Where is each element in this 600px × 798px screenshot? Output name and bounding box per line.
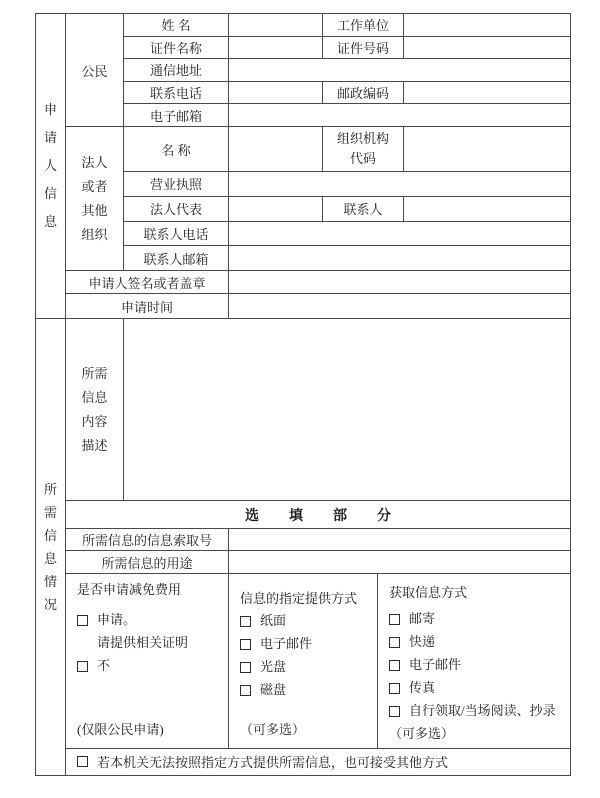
option-mail [389, 611, 435, 627]
choices-section [66, 574, 570, 749]
signature-label: 申请人签名或者盖章 [66, 271, 229, 294]
purpose-input[interactable] [229, 551, 570, 574]
index-number-row [66, 529, 570, 551]
delivery-method-title: 信息的指定提供方式 [240, 591, 358, 606]
organization-group-label: 法人或者其他组织 [81, 154, 108, 242]
option-paper [240, 613, 286, 629]
id-number-input[interactable] [404, 37, 570, 60]
citizen-section [66, 14, 570, 127]
applicant-info-side-cell [36, 14, 66, 319]
option-fax [389, 680, 435, 696]
option-cd [240, 659, 286, 675]
citizen-group-label: 公民 [81, 63, 108, 79]
postcode-label: 邮政编码 [323, 82, 404, 105]
apply-time-label: 申请时间 [66, 294, 229, 319]
contact-phone-label: 联系人电话 [124, 222, 229, 247]
contact-input[interactable] [404, 197, 570, 222]
org-code-label-cell [323, 127, 404, 172]
obtain-method-title: 获取信息方式 [389, 585, 468, 600]
table-row [124, 82, 570, 105]
option-label: 纸面 [260, 613, 287, 628]
citizen-name-input[interactable] [229, 14, 323, 37]
option-label: 不 [97, 658, 111, 673]
fee-waiver-column [66, 574, 229, 749]
table-row [124, 104, 570, 127]
description-section [66, 319, 570, 501]
optional-section-title: 选 填 部 分 [66, 501, 570, 529]
checkbox-icon[interactable] [389, 614, 400, 625]
option-label: 光盘 [260, 659, 287, 674]
applicant-info-side-label: 申请人信息 [43, 102, 57, 229]
delivery-method-column [229, 574, 378, 749]
option-express [389, 634, 435, 650]
address-input[interactable] [229, 59, 570, 82]
contact-email-label: 联系人邮箱 [124, 246, 229, 271]
apply-time-row [66, 294, 570, 319]
postcode-input[interactable] [404, 82, 570, 105]
option-disk [240, 682, 286, 698]
phone-input[interactable] [229, 82, 323, 105]
description-label: 所需信息内容描述 [81, 365, 108, 453]
obtain-method-column [378, 574, 570, 749]
index-number-label: 所需信息的信息索取号 [66, 529, 229, 551]
name-label: 姓 名 [124, 14, 229, 37]
contact-label: 联系人 [323, 197, 404, 222]
description-input[interactable] [124, 319, 570, 501]
checkbox-icon[interactable] [389, 660, 400, 671]
option-label: 电子邮件 [260, 636, 313, 651]
fallback-row-section [66, 749, 570, 774]
fee-apply-note [77, 635, 188, 651]
checkbox-icon[interactable] [389, 706, 400, 717]
contact-phone-input[interactable] [229, 222, 570, 247]
id-number-label: 证件号码 [323, 37, 404, 60]
table-row [124, 37, 570, 60]
organization-section [66, 127, 570, 271]
legal-rep-label: 法人代表 [124, 197, 229, 222]
required-info-side-cell [36, 319, 66, 775]
option-fee-apply [77, 612, 136, 628]
license-label: 营业执照 [124, 172, 229, 197]
table-row [124, 222, 570, 247]
application-form-table [35, 13, 571, 776]
purpose-label: 所需信息的用途 [66, 551, 229, 574]
option-email-delivery [240, 636, 312, 652]
checkbox-icon[interactable] [77, 661, 88, 672]
org-code-label: 组织机构代码 [336, 131, 389, 166]
table-row [124, 59, 570, 82]
contact-email-input[interactable] [229, 246, 570, 271]
fee-waiver-note: (仅限公民申请) [77, 722, 164, 737]
work-unit-input[interactable] [404, 14, 570, 37]
phone-label: 联系电话 [124, 82, 229, 105]
table-row [124, 127, 570, 172]
fallback-label: 若本机关无法按照指定方式提供所需信息，也可接受其他方式 [97, 755, 449, 770]
delivery-note: （可多选） [240, 722, 306, 737]
id-type-label: 证件名称 [124, 37, 229, 60]
option-label: 快递 [409, 634, 436, 649]
apply-time-input[interactable] [229, 294, 570, 319]
purpose-row [66, 551, 570, 574]
option-label: 磁盘 [260, 682, 287, 697]
license-input[interactable] [229, 172, 570, 197]
optional-section-title-row [66, 501, 570, 529]
table-row [124, 246, 570, 271]
email-label: 电子邮箱 [124, 104, 229, 127]
checkbox-icon[interactable] [77, 615, 88, 626]
checkbox-icon[interactable] [240, 616, 251, 627]
email-input[interactable] [229, 104, 570, 127]
option-label: 邮寄 [409, 611, 436, 626]
option-label: 请提供相关证明 [97, 635, 189, 650]
legal-rep-input[interactable] [229, 197, 323, 222]
fallback-row [66, 749, 570, 774]
option-email-obtain [389, 657, 461, 673]
table-row [124, 172, 570, 197]
org-code-input[interactable] [404, 127, 570, 172]
checkbox-icon[interactable] [389, 683, 400, 694]
work-unit-label: 工作单位 [323, 14, 404, 37]
checkbox-icon[interactable] [77, 756, 88, 767]
fee-waiver-title: 是否申请减免费用 [77, 582, 182, 597]
checkbox-icon[interactable] [389, 637, 400, 648]
address-label: 通信地址 [124, 59, 229, 82]
obtain-note: （可多选） [389, 726, 455, 741]
signature-row [66, 271, 570, 294]
checkbox-icon[interactable] [240, 662, 251, 673]
index-number-input[interactable] [229, 529, 570, 551]
citizen-group-cell [66, 14, 124, 127]
option-label: 传真 [409, 680, 436, 695]
checkbox-icon[interactable] [240, 685, 251, 696]
option-label: 自行领取/当场阅读、抄录 [409, 703, 556, 718]
option-self-pickup [389, 703, 556, 719]
option-fee-no [77, 658, 110, 674]
organization-group-cell [66, 127, 124, 271]
table-row [124, 197, 570, 222]
required-info-side-label: 所需信息情况 [43, 482, 57, 612]
id-type-input[interactable] [229, 37, 323, 60]
checkbox-icon[interactable] [240, 639, 251, 650]
option-label: 申请。 [97, 612, 137, 627]
table-row [124, 14, 570, 37]
org-name-input[interactable] [229, 127, 323, 172]
signature-input[interactable] [229, 271, 570, 294]
org-name-label: 名 称 [124, 127, 229, 172]
option-label: 电子邮件 [409, 657, 462, 672]
description-label-cell [66, 319, 124, 501]
